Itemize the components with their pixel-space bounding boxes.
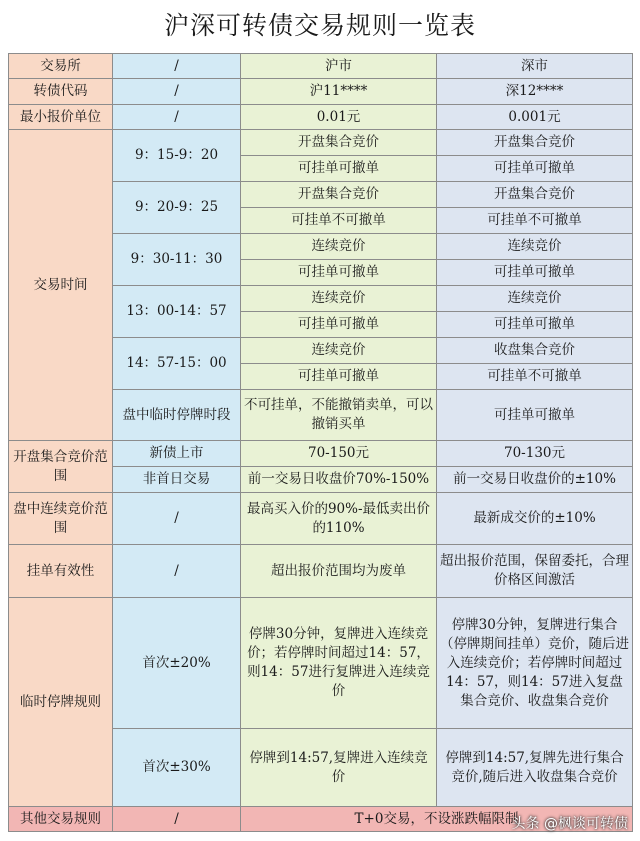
table-cell: 可挂单可撤单	[437, 390, 633, 441]
table-cell: 深12****	[437, 79, 633, 105]
table-row	[9, 493, 633, 545]
table-row	[9, 105, 633, 130]
table-cell: T+0交易，不设涨跌幅限制	[241, 807, 633, 832]
rules-table	[8, 53, 633, 832]
table-cell: 可挂单可撤单	[241, 156, 437, 182]
table-row	[9, 79, 633, 105]
table-cell: 非首日交易	[113, 467, 241, 493]
table-row	[9, 54, 633, 79]
table-cell: 前一交易日收盘价的±10%	[437, 467, 633, 493]
table-cell: 停牌到14:57,复牌先进行集合竞价,随后进入收盘集合竞价	[437, 729, 633, 807]
page-title: 沪深可转债交易规则一览表	[163, 11, 476, 40]
table-cell: 停牌到14:57,复牌进入连续竞价	[241, 729, 437, 807]
table-cell: 超出报价范围均为废单	[241, 545, 437, 598]
table-cell: /	[113, 54, 241, 79]
table-cell: 新债上市	[113, 441, 241, 467]
table-cell: 首次±20%	[113, 598, 241, 729]
table-cell: 连续竞价	[437, 234, 633, 260]
table-cell: 超出报价范围，保留委托，合理价格区间激活	[437, 545, 633, 598]
table-cell: 可挂单不可撤单	[437, 364, 633, 390]
table-cell: 可挂单可撤单	[437, 312, 633, 338]
table-cell: 0.01元	[241, 105, 437, 130]
table-cell: 交易所	[9, 54, 113, 79]
table-cell: 可挂单可撤单	[437, 260, 633, 286]
table-cell: 其他交易规则	[9, 807, 113, 832]
table-cell: 开盘集合竞价	[241, 130, 437, 156]
table-cell: 可挂单可撤单	[241, 260, 437, 286]
table-cell: 深市	[437, 54, 633, 79]
table-cell: 13：00-14：57	[113, 286, 241, 338]
table-cell: 停牌30分钟，复牌进行集合（停牌期间挂单）竞价，随后进入连续竞价；若停牌时间超过14：57，则14：57进入复盘集合竞价、收盘集合竞价	[437, 598, 633, 729]
table-cell: 沪市	[241, 54, 437, 79]
table-cell: 收盘集合竞价	[437, 338, 633, 364]
table-cell: 9：30-11：30	[113, 234, 241, 286]
table-cell: 最小报价单位	[9, 105, 113, 130]
table-cell: 沪11****	[241, 79, 437, 105]
table-cell: 前一交易日收盘价70%-150%	[241, 467, 437, 493]
table-row	[9, 545, 633, 598]
table-cell: 最新成交价的±10%	[437, 493, 633, 545]
table-cell: 开盘集合竞价	[437, 130, 633, 156]
watermark: 头条 @枫谈可转债	[511, 816, 628, 832]
table-row	[9, 598, 633, 729]
table-cell: 盘中临时停牌时段	[113, 390, 241, 441]
table-cell: 连续竞价	[241, 286, 437, 312]
table-cell: 开盘集合竞价范围	[9, 441, 113, 493]
table-cell: 可挂单可撤单	[241, 364, 437, 390]
table-cell: /	[113, 105, 241, 130]
table-cell: 9：20-9：25	[113, 182, 241, 234]
table-cell: 70-150元	[241, 441, 437, 467]
table-cell: /	[113, 807, 241, 832]
table-cell: 开盘集合竞价	[437, 182, 633, 208]
table-cell: 连续竞价	[437, 286, 633, 312]
table-cell: 可挂单可撤单	[241, 312, 437, 338]
table-cell: 可挂单可撤单	[437, 156, 633, 182]
table-cell: 停牌30分钟，复牌进入连续竞价；若停牌时间超过14：57，则14：57进行复牌进入连续竞价	[241, 598, 437, 729]
table-cell: /	[113, 79, 241, 105]
table-cell: /	[113, 493, 241, 545]
table-cell: 首次±30%	[113, 729, 241, 807]
table-row	[9, 130, 633, 156]
table-cell: 交易时间	[9, 130, 113, 441]
table-cell: 9：15-9：20	[113, 130, 241, 182]
table-cell: 盘中连续竞价范围	[9, 493, 113, 545]
table-cell: 连续竞价	[241, 338, 437, 364]
table-cell: 可挂单不可撤单	[241, 208, 437, 234]
table-row	[9, 441, 633, 467]
table-cell: 开盘集合竞价	[241, 182, 437, 208]
table-cell: 不可挂单，不能撤销卖单，可以撤销买单	[241, 390, 437, 441]
table-cell: 最高买入价的90%-最低卖出价的110%	[241, 493, 437, 545]
table-cell: 70-130元	[437, 441, 633, 467]
table-cell: 0.001元	[437, 105, 633, 130]
table-cell: 14：57-15：00	[113, 338, 241, 390]
table-cell: 可挂单不可撤单	[437, 208, 633, 234]
table-cell: 挂单有效性	[9, 545, 113, 598]
table-cell: 连续竞价	[241, 234, 437, 260]
table-cell: 临时停牌规则	[9, 598, 113, 807]
table-cell: 转债代码	[9, 79, 113, 105]
table-cell: /	[113, 545, 241, 598]
